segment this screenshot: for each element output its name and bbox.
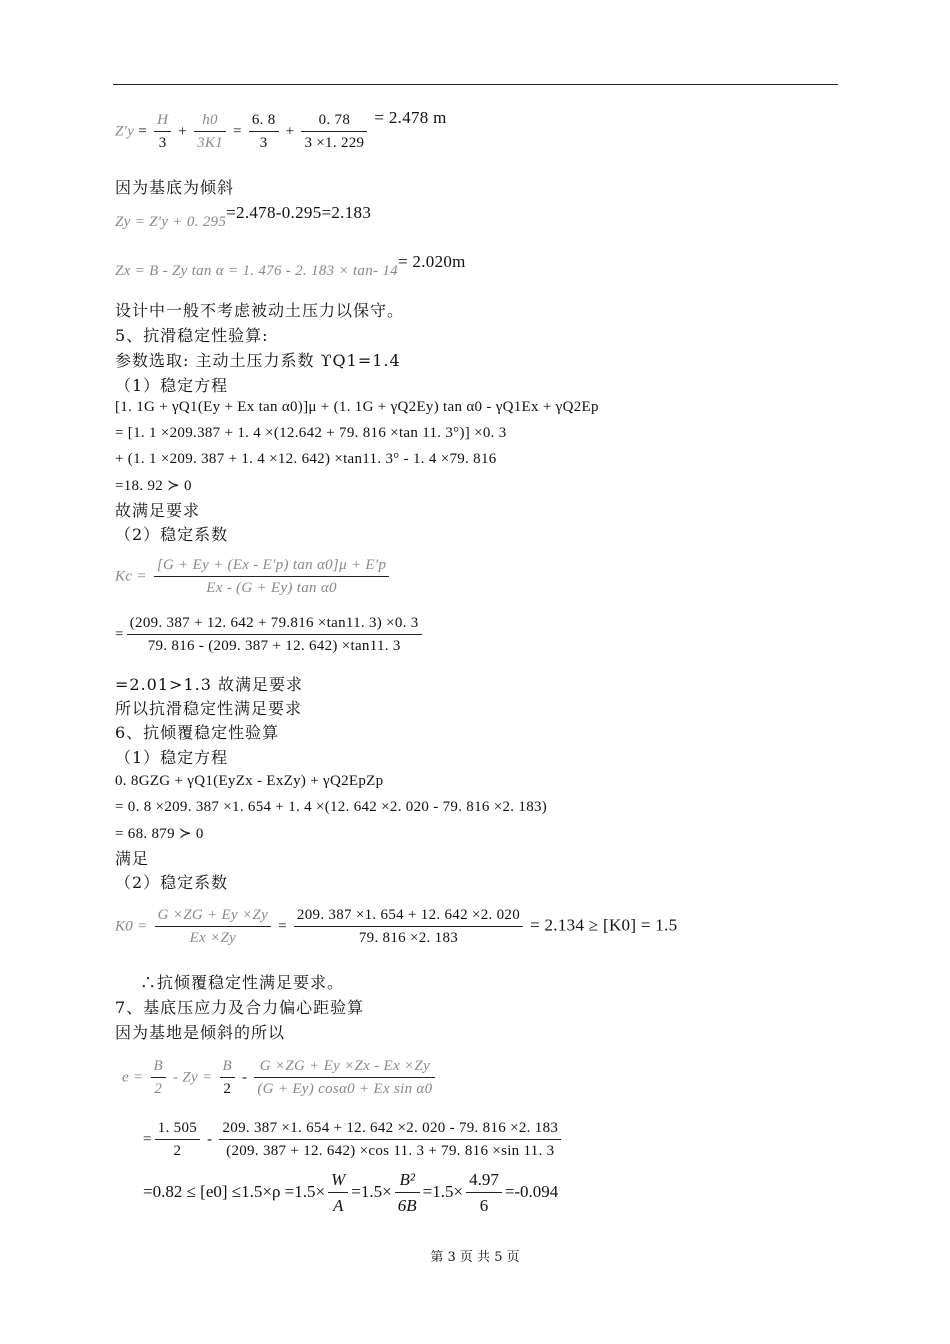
kc-numeric: = $\frac{(209. 387 + 12. 642 + 79.816 \times\tan 11. 3) \times 0. 3}{79. 816 - (209. 387 + 12. 642) \times\tan 11. 3}$ — [115, 615, 425, 655]
e-numeric: = $\frac{1. 505}{2}$ - $\frac{209. 387 \times 1. 654 + 12. 642 \times 2. 020 - 79. 816 \times 2. 183}{(209. 387 + 12. 642) \times\cos 11. 3 + 79. 816 \times\sin 11. 3}$ — [143, 1120, 564, 1160]
page-footer: 第 3 页 共 5 页 — [430, 1250, 520, 1265]
zx-equation: Zx = B - Zy tan α = 1. 476 - 2. 183 × tan- 14= 2.020m — [115, 252, 466, 279]
zy-prime-equation: Z′y = $\frac{H}{3}$ + $\frac{h0}{3K1}$ = $\frac{6. 8}{3}$ + $\frac{0. 78}{3 \times 1. 229}$ = 2.478 m — [115, 108, 447, 151]
k0-equation: K0 = $\frac{G \times ZG + Ey \times Zy}{Ex \times Zy}$ = $\frac{209. 387 \times 1. 654 + 12. 642 \times 2. 020}{79. 816 \times 2. 183}$ = 2.134 ≥ [K0] = 1.5 — [115, 907, 678, 946]
section-5-title: 5、抗滑稳定性验算: — [115, 326, 269, 345]
section-5-sub2: （2）稳定系数 — [115, 525, 229, 544]
section-6-conclusion: ∴抗倾覆稳定性满足要求。 — [140, 973, 345, 992]
section-5-eq4: =18. 92 ≻ 0 — [115, 478, 192, 494]
section-6-eq2: = 0. 8 ×209. 387 ×1. 654 + 1. 4 ×(12. 642 ×2. 020 - 79. 816 ×2. 183) — [115, 799, 548, 815]
section-5-eq3: + (1. 1 ×209. 387 + 1. 4 ×12. 642) ×tan11. 3° - 1. 4 ×79. 816 — [115, 451, 497, 467]
section-7-title: 7、基底压应力及合力偏心距验算 — [115, 998, 365, 1017]
e-equation: e = $\frac{B}{2}$ - Zy = $\frac{B}{2}$ - $\frac{G \times ZG + Ey \times Zx - Ex \times Zy}{\text{(G + Ey) cosα0 + Ex sin α0}}$ — [122, 1058, 438, 1098]
kc-result: =2.01>1.3 故满足要求 — [115, 675, 303, 694]
section-7-intro: 因为基地是倾斜的所以 — [115, 1023, 286, 1042]
header-rule — [113, 84, 838, 85]
section-5-sub1: （1）稳定方程 — [115, 376, 229, 395]
section-6-title: 6、抗倾覆稳定性验算 — [115, 723, 280, 742]
kc-equation: Kc = $\frac{\text{[G + Ey + (Ex - E′p) tan α0]μ + E′p}}{\text{Ex - (G + Ey) tan α0}}$ — [115, 557, 392, 597]
section-6-sub2: （2）稳定系数 — [115, 873, 229, 892]
section-5-eq2: = [1. 1 ×209.387 + 1. 4 ×(12.642 + 79. 816 ×tan 11. 3°)] ×0. 3 — [115, 425, 507, 441]
passive-note: 设计中一般不考虑被动土压力以保守。 — [115, 301, 405, 320]
section-6-eq1: 0. 8GZG + γQ1(EyZx - ExZy) + γQ2EpZp — [115, 773, 384, 789]
section-6-eq3: = 68. 879 ≻ 0 — [115, 826, 204, 842]
section-5-conclusion: 所以抗滑稳定性满足要求 — [115, 699, 303, 718]
e-result: =0.82 ≤ [e0] ≤1.5×ρ =1.5× $\frac{W}{A}$ =1.5× $\frac{\text{B²}}{6B}$ =1.5× $\frac{4.97}{6}$ =-0.094 — [143, 1170, 559, 1215]
section-5-ok: 故满足要求 — [115, 501, 201, 520]
inclined-base-text: 因为基底为倾斜 — [115, 178, 235, 197]
section-6-sub1: （1）稳定方程 — [115, 748, 229, 767]
section-6-ok: 满足 — [115, 849, 150, 868]
section-5-eq1: [1. 1G + γQ1(Ey + Ex tan α0)]μ + (1. 1G + γQ2Ey) tan α0 - γQ1Ex + γQ2Ep — [115, 399, 599, 415]
section-5-params: 参数选取: 主动土压力系数 ϒQ1=1.4 — [115, 351, 401, 370]
zy-equation: Zy = Z′y + 0. 295=2.478-0.295=2.183 — [115, 203, 372, 230]
